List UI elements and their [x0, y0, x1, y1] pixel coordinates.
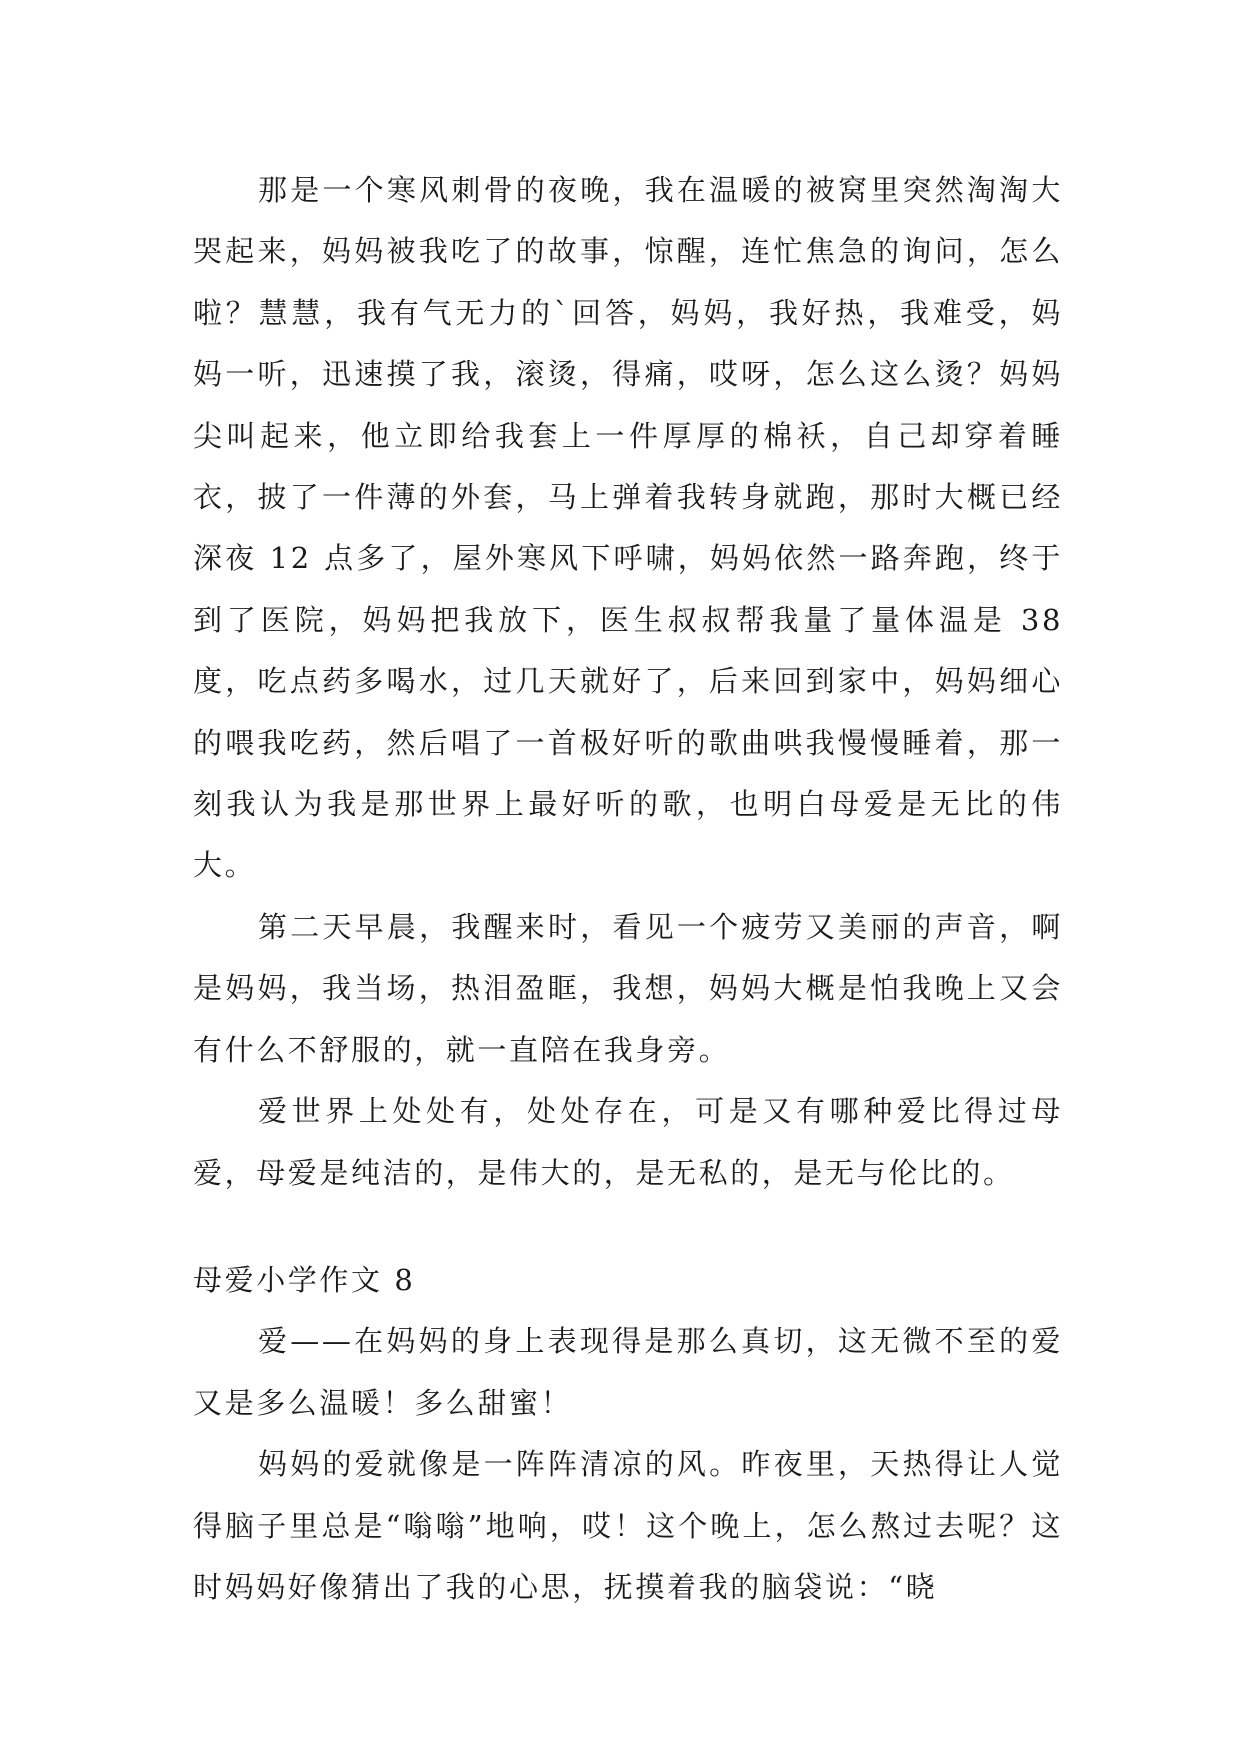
paragraph-love-conclusion: 爱世界上处处有，处处存在，可是又有哪种爱比得过母爱，母爱是纯洁的，是伟大的，是无私的，是无与伦比的。	[193, 1094, 1063, 1190]
paragraph-night-fever: 那是一个寒风刺骨的夜晚，我在温暖的被窝里突然淘淘大哭起来，妈妈被我吃了的故事，惊醒，连忙焦急的询问，怎么啦？慧慧，我有气无力的`回答，妈妈，我好热，我难受，妈妈一听，迅速摸了我，滚烫，得痛，哎呀，怎么这么烫？妈妈尖叫起来，他立即给我套上一件厚厚的棉袄，自己却穿着睡衣，披了一件薄的外套，马上弹着我转身就跑，那时大概已经深夜 12 点多了，屋外寒风下呼啸，妈妈依然一路奔跑，终于到了医院，妈妈把我放下，医生叔叔帮我量了量体温是 38 度，吃点药多喝水，过几天就好了，后来回到家中，妈妈细心的喂我吃药，然后唱了一首极好听的歌曲哄我慢慢睡着，那一刻我认为我是那世界上最好听的歌，也明白母爱是无比的伟大。	[193, 173, 1063, 883]
paragraph-intro-love: 爱——在妈妈的身上表现得是那么真切，这无微不至的爱又是多么温暖！多么甜蜜！	[193, 1324, 1063, 1420]
paragraph-next-morning: 第二天早晨，我醒来时，看见一个疲劳又美丽的声音，啊是妈妈，我当场，热泪盈眶，我想，妈妈大概是怕我晚上又会有什么不舒服的，就一直陪在我身旁。	[193, 909, 1063, 1067]
essay-heading: 母爱小学作文 8	[193, 1262, 416, 1297]
paragraph-cool-breeze: 妈妈的爱就像是一阵阵清凉的风。昨夜里，天热得让人觉得脑子里总是“嗡嗡”地响，哎！这个晚上，怎么熬过去呢？这时妈妈好像猜出了我的心思，抚摸着我的脑袋说：“晓	[193, 1447, 1063, 1604]
document-page	[193, 160, 1063, 1618]
